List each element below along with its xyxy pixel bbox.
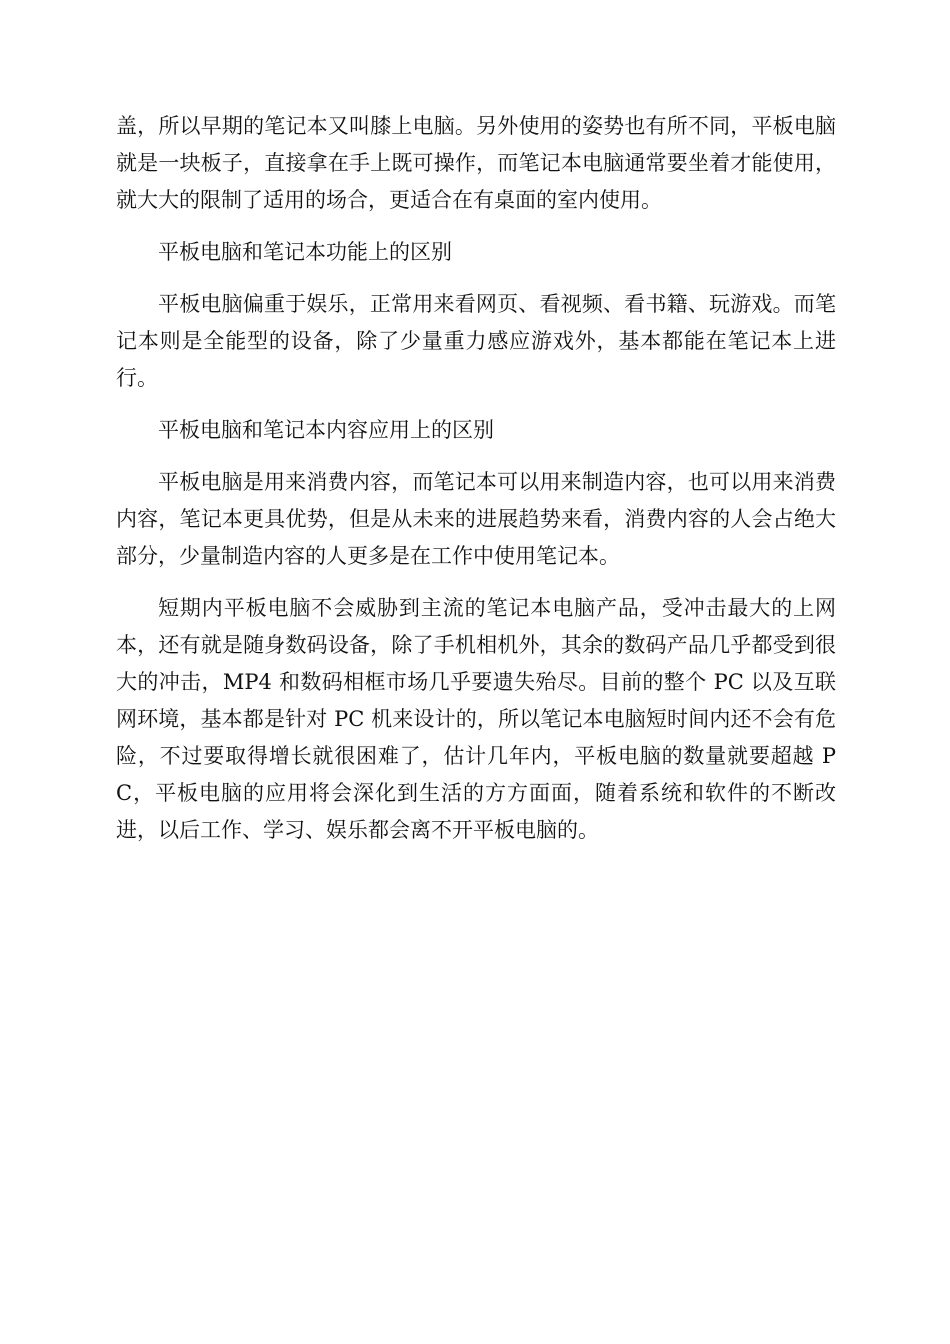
paragraph-market-outlook: 短期内平板电脑不会威胁到主流的笔记本电脑产品，受冲击最大的上网本，还有就是随身数码设备，除了手机相机外，其余的数码产品几乎都受到很大的冲击，MP4 和数码相框市场几乎要遗失殆尽。目前的整个 PC 以及互联网环境，基本都是针对 PC 机来设计的，所以笔记本电脑短时间内还不会有危险，不过要取得增长就很困难了，估计几年内，平板电脑的数量就要超越 PC，平板电脑的应用将会深化到生活的方方面面，随着系统和软件的不断改进，以后工作、学习、娱乐都会离不开平板电脑的。	[116, 596, 836, 842]
paragraph-content-difference: 平板电脑是用来消费内容，而笔记本可以用来制造内容，也可以用来消费内容，笔记本更具优势，但是从未来的进展趋势来看，消费内容的人会占绝大部分，少量制造内容的人更多是在工作中使用笔记本。	[116, 470, 836, 568]
section-heading-function-difference: 平板电脑和笔记本功能上的区别	[158, 240, 452, 264]
paragraph-continuation: 盖，所以早期的笔记本又叫膝上电脑。另外使用的姿势也有所不同，平板电脑就是一块板子，直接拿在手上既可操作，而笔记本电脑通常要坐着才能使用，就大大的限制了适用的场合，更适合在有桌面的室内使用。	[116, 114, 836, 212]
paragraph-function-difference: 平板电脑偏重于娱乐，正常用来看网页、看视频、看书籍、玩游戏。而笔记本则是全能型的设备，除了少量重力感应游戏外，基本都能在笔记本上进行。	[116, 292, 836, 390]
section-heading-content-difference: 平板电脑和笔记本内容应用上的区别	[158, 418, 494, 442]
